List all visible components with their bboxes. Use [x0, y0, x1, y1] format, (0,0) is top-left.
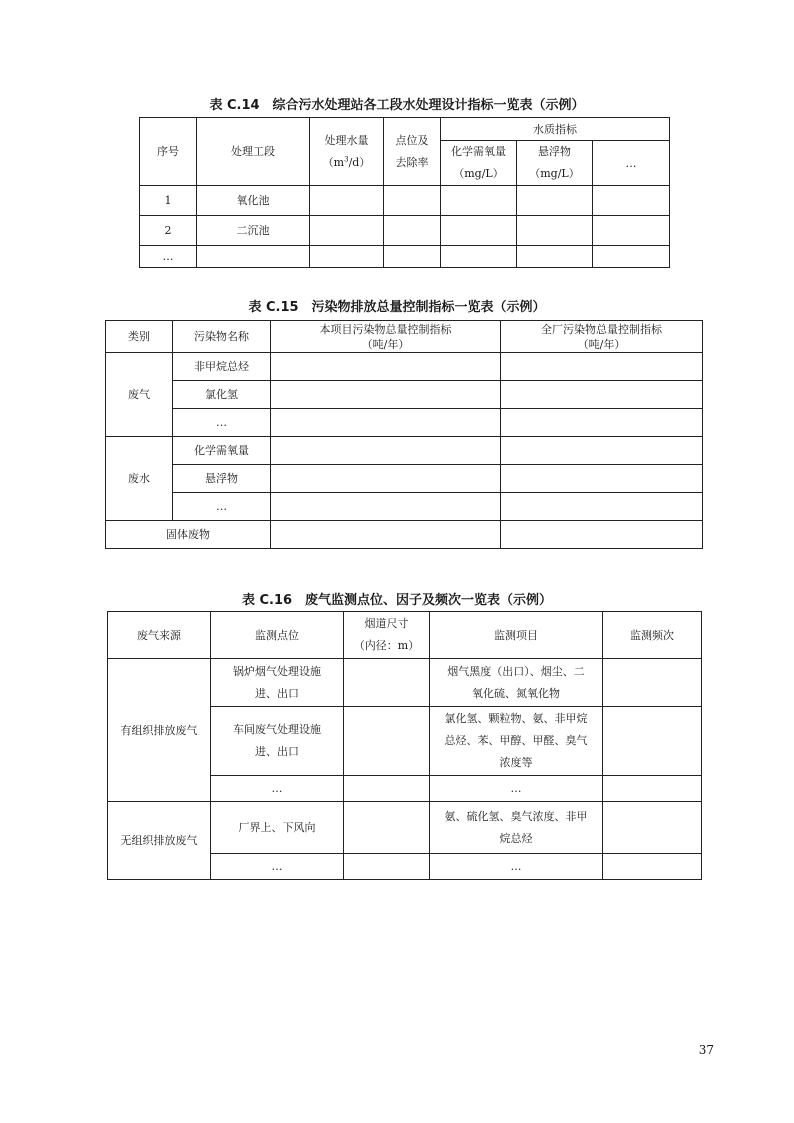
cell-section [197, 246, 310, 268]
header-pollutant: 污染物名称 [173, 321, 271, 353]
cell-items: … [430, 776, 603, 802]
table-c14-caption: 表 C.14 综合污水处理站各工段水处理设计指标一览表（示例） [209, 98, 585, 113]
table-row [106, 493, 703, 521]
cell-items: 烟气黑度（出口）、烟尘、二 氧化硫、氮氧化物 [430, 659, 603, 707]
table-row [106, 437, 703, 465]
table-row [108, 659, 702, 707]
cell-point: 厂界上、下风向 [211, 802, 344, 854]
table-row [140, 246, 670, 268]
table-c16 [107, 611, 702, 880]
cell-seq: 1 [140, 186, 197, 216]
category-waste-gas: 废气 [106, 353, 173, 437]
header-category: 类别 [106, 321, 173, 353]
header-water-quality-group: 水质指标 [441, 118, 670, 141]
cell-point: … [211, 776, 344, 802]
header-frequency: 监测频次 [603, 612, 702, 659]
table-row [106, 409, 703, 437]
table-c15 [105, 320, 703, 549]
table-row [106, 381, 703, 409]
cell-seq: … [140, 246, 197, 268]
header-plant-total: 全厂污染物总量控制指标 （吨/年） [501, 321, 703, 353]
header-point: 监测点位 [211, 612, 344, 659]
header-source: 废气来源 [108, 612, 211, 659]
header-section: 处理工段 [197, 118, 310, 186]
source-organized: 有组织排放废气 [108, 659, 211, 802]
cell-section: 二沉池 [197, 216, 310, 246]
table-row [106, 353, 703, 381]
cell-pollutant: … [173, 409, 271, 437]
cell-point: 锅炉烟气处理设施 进、出口 [211, 659, 344, 707]
page-number: 37 [698, 1043, 714, 1057]
cell-section: 氧化池 [197, 186, 310, 216]
header-seq: 序号 [140, 118, 197, 186]
category-waste-water: 废水 [106, 437, 173, 521]
cell-pollutant: 悬浮物 [173, 465, 271, 493]
header-point-removal: 点位及 去除率 [384, 118, 441, 186]
header-project-total: 本项目污染物总量控制指标 （吨/年） [271, 321, 501, 353]
cell-pollutant: 氯化氢 [173, 381, 271, 409]
cell-pollutant: 非甲烷总烃 [173, 353, 271, 381]
category-solid-waste: 固体废物 [106, 521, 271, 549]
cell-point: … [211, 854, 344, 880]
table-row [108, 802, 702, 854]
cell-items: 氨、硫化氢、臭气浓度、非甲 烷总烃 [430, 802, 603, 854]
header-ss: 悬浮物 （mg/L） [517, 141, 593, 186]
cell-items: … [430, 854, 603, 880]
cell-items: 氯化氢、颗粒物、氨、非甲烷 总烃、苯、甲醇、甲醛、臭气 浓度等 [430, 707, 603, 776]
table-row [140, 216, 670, 246]
cell-pollutant: 化学需氧量 [173, 437, 271, 465]
table-c16-caption: 表 C.16 废气监测点位、因子及频次一览表（示例） [241, 593, 553, 608]
header-more: … [593, 141, 670, 186]
table-row [106, 521, 703, 549]
header-flue-size: 烟道尺寸 （内径：m） [344, 612, 430, 659]
cell-pollutant: … [173, 493, 271, 521]
cell-point: 车间废气处理设施 进、出口 [211, 707, 344, 776]
cell-seq: 2 [140, 216, 197, 246]
table-c15-caption: 表 C.15 污染物排放总量控制指标一览表（示例） [248, 300, 546, 315]
header-cod: 化学需氧量 （mg/L） [441, 141, 517, 186]
table-row [106, 465, 703, 493]
header-items: 监测项目 [430, 612, 603, 659]
header-flow: 处理水量 $(m^3/d)$ [310, 118, 384, 186]
table-c14 [139, 117, 670, 268]
source-unorganized: 无组织排放废气 [108, 802, 211, 880]
table-row [140, 186, 670, 216]
